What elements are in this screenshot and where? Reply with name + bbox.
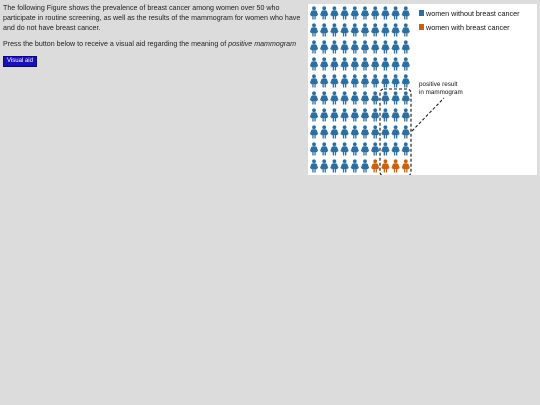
woman-icon-without-cancer bbox=[391, 23, 399, 36]
woman-icon-without-cancer bbox=[361, 91, 369, 104]
legend-label-cancer: women with breast cancer bbox=[426, 23, 510, 32]
woman-icon-without-cancer bbox=[320, 142, 328, 155]
woman-icon-without-cancer bbox=[320, 57, 328, 70]
woman-icon-without-cancer bbox=[351, 40, 359, 53]
woman-icon-without-cancer bbox=[330, 108, 338, 121]
woman-icon-without-cancer bbox=[391, 142, 399, 155]
woman-icon-without-cancer bbox=[310, 125, 318, 138]
woman-icon-without-cancer bbox=[330, 23, 338, 36]
woman-icon-without-cancer bbox=[310, 74, 318, 87]
woman-icon-without-cancer bbox=[381, 40, 389, 53]
woman-icon-without-cancer bbox=[361, 40, 369, 53]
woman-icon-without-cancer bbox=[330, 40, 338, 53]
woman-icon-without-cancer bbox=[381, 23, 389, 36]
woman-icon-with-cancer bbox=[391, 159, 399, 172]
woman-icon-without-cancer bbox=[361, 159, 369, 172]
woman-icon-without-cancer bbox=[310, 142, 318, 155]
woman-icon-without-cancer bbox=[371, 108, 379, 121]
woman-icon-without-cancer bbox=[361, 57, 369, 70]
woman-icon-without-cancer bbox=[320, 91, 328, 104]
woman-icon-without-cancer bbox=[402, 57, 410, 70]
woman-icon-without-cancer bbox=[340, 108, 348, 121]
woman-icon-without-cancer bbox=[381, 108, 389, 121]
woman-icon-without-cancer bbox=[330, 125, 338, 138]
woman-icon-without-cancer bbox=[391, 40, 399, 53]
woman-icon-without-cancer bbox=[320, 74, 328, 87]
woman-icon-without-cancer bbox=[361, 23, 369, 36]
woman-icon-with-cancer bbox=[381, 159, 389, 172]
woman-icon-without-cancer bbox=[351, 91, 359, 104]
legend-label-no-cancer: women without breast cancer bbox=[426, 9, 520, 18]
legend-swatch-no-cancer bbox=[419, 10, 424, 16]
woman-icon-without-cancer bbox=[310, 159, 318, 172]
woman-icon-without-cancer bbox=[310, 108, 318, 121]
woman-icon-without-cancer bbox=[371, 91, 379, 104]
woman-icon-without-cancer bbox=[340, 159, 348, 172]
intro-text: The following Figure shows the prevalence of breast cancer among women over 50 who participate in routine screening, as well as the results of the mammogram for women who have and do not have breast cancer. bbox=[3, 4, 301, 32]
woman-icon-without-cancer bbox=[391, 74, 399, 87]
woman-icon-without-cancer bbox=[402, 6, 410, 19]
woman-icon-without-cancer bbox=[340, 23, 348, 36]
instruction-emphasis: positive mammogram bbox=[228, 40, 296, 48]
woman-icon-without-cancer bbox=[402, 40, 410, 53]
woman-icon-without-cancer bbox=[391, 6, 399, 19]
prevalence-figure bbox=[308, 4, 537, 175]
woman-icon-without-cancer bbox=[402, 91, 410, 104]
woman-icon-without-cancer bbox=[340, 6, 348, 19]
woman-icon-without-cancer bbox=[371, 6, 379, 19]
woman-icon-without-cancer bbox=[381, 125, 389, 138]
woman-icon-without-cancer bbox=[340, 125, 348, 138]
woman-icon-without-cancer bbox=[310, 23, 318, 36]
woman-icon-without-cancer bbox=[371, 125, 379, 138]
woman-icon-without-cancer bbox=[391, 108, 399, 121]
woman-icon-without-cancer bbox=[361, 74, 369, 87]
annotation-line-2: in mammogram bbox=[419, 89, 463, 96]
woman-icon-without-cancer bbox=[351, 142, 359, 155]
woman-icon-without-cancer bbox=[361, 142, 369, 155]
woman-icon-without-cancer bbox=[371, 57, 379, 70]
woman-icon-without-cancer bbox=[402, 74, 410, 87]
instructions-panel bbox=[3, 3, 306, 67]
woman-icon-without-cancer bbox=[330, 57, 338, 70]
woman-icon-without-cancer bbox=[381, 57, 389, 70]
woman-icon-without-cancer bbox=[402, 108, 410, 121]
woman-icon-without-cancer bbox=[361, 6, 369, 19]
woman-icon-without-cancer bbox=[320, 159, 328, 172]
woman-icon-without-cancer bbox=[361, 108, 369, 121]
woman-icon-without-cancer bbox=[402, 125, 410, 138]
woman-icon-without-cancer bbox=[340, 40, 348, 53]
woman-icon-without-cancer bbox=[381, 74, 389, 87]
woman-icon-without-cancer bbox=[391, 125, 399, 138]
woman-icon-without-cancer bbox=[381, 142, 389, 155]
woman-icon-without-cancer bbox=[381, 6, 389, 19]
woman-icon-without-cancer bbox=[402, 142, 410, 155]
woman-icon-without-cancer bbox=[340, 74, 348, 87]
woman-icon-without-cancer bbox=[310, 57, 318, 70]
woman-icon-without-cancer bbox=[371, 74, 379, 87]
woman-icon-without-cancer bbox=[330, 142, 338, 155]
woman-icon-without-cancer bbox=[381, 91, 389, 104]
woman-icon-without-cancer bbox=[320, 6, 328, 19]
woman-icon-without-cancer bbox=[340, 57, 348, 70]
woman-icon-without-cancer bbox=[391, 57, 399, 70]
annotation-line-1: positive result bbox=[419, 81, 458, 88]
woman-icon-without-cancer bbox=[330, 74, 338, 87]
woman-icon-without-cancer bbox=[351, 125, 359, 138]
woman-icon-without-cancer bbox=[351, 23, 359, 36]
legend-swatch-cancer bbox=[419, 24, 424, 30]
woman-icon-without-cancer bbox=[371, 40, 379, 53]
woman-icon-without-cancer bbox=[330, 6, 338, 19]
woman-icon-without-cancer bbox=[320, 23, 328, 36]
woman-icon-without-cancer bbox=[310, 40, 318, 53]
woman-icon-without-cancer bbox=[330, 91, 338, 104]
instruction-text bbox=[3, 39, 306, 49]
woman-icon-without-cancer bbox=[340, 142, 348, 155]
woman-icon-without-cancer bbox=[310, 91, 318, 104]
annotation-pointer bbox=[412, 98, 444, 131]
woman-icon-without-cancer bbox=[340, 91, 348, 104]
visual-aid-button[interactable]: Visual aid bbox=[3, 56, 37, 67]
woman-icon-without-cancer bbox=[351, 57, 359, 70]
woman-icon-without-cancer bbox=[361, 125, 369, 138]
woman-icon-without-cancer bbox=[320, 125, 328, 138]
woman-icon-with-cancer bbox=[402, 159, 410, 172]
woman-icon-without-cancer bbox=[351, 74, 359, 87]
woman-icon-without-cancer bbox=[371, 142, 379, 155]
woman-icon-without-cancer bbox=[351, 6, 359, 19]
woman-icon-without-cancer bbox=[351, 108, 359, 121]
icon-array-chart bbox=[308, 4, 537, 175]
woman-icon-without-cancer bbox=[310, 6, 318, 19]
woman-icon-without-cancer bbox=[330, 159, 338, 172]
woman-icon-without-cancer bbox=[320, 40, 328, 53]
woman-icon-without-cancer bbox=[351, 159, 359, 172]
woman-icon-without-cancer bbox=[320, 108, 328, 121]
instruction-lead: Press the button below to receive a visual aid regarding the meaning of bbox=[3, 40, 229, 48]
woman-icon-without-cancer bbox=[371, 23, 379, 36]
woman-icon-with-cancer bbox=[371, 159, 379, 172]
woman-icon-without-cancer bbox=[391, 91, 399, 104]
woman-icon-without-cancer bbox=[402, 23, 410, 36]
